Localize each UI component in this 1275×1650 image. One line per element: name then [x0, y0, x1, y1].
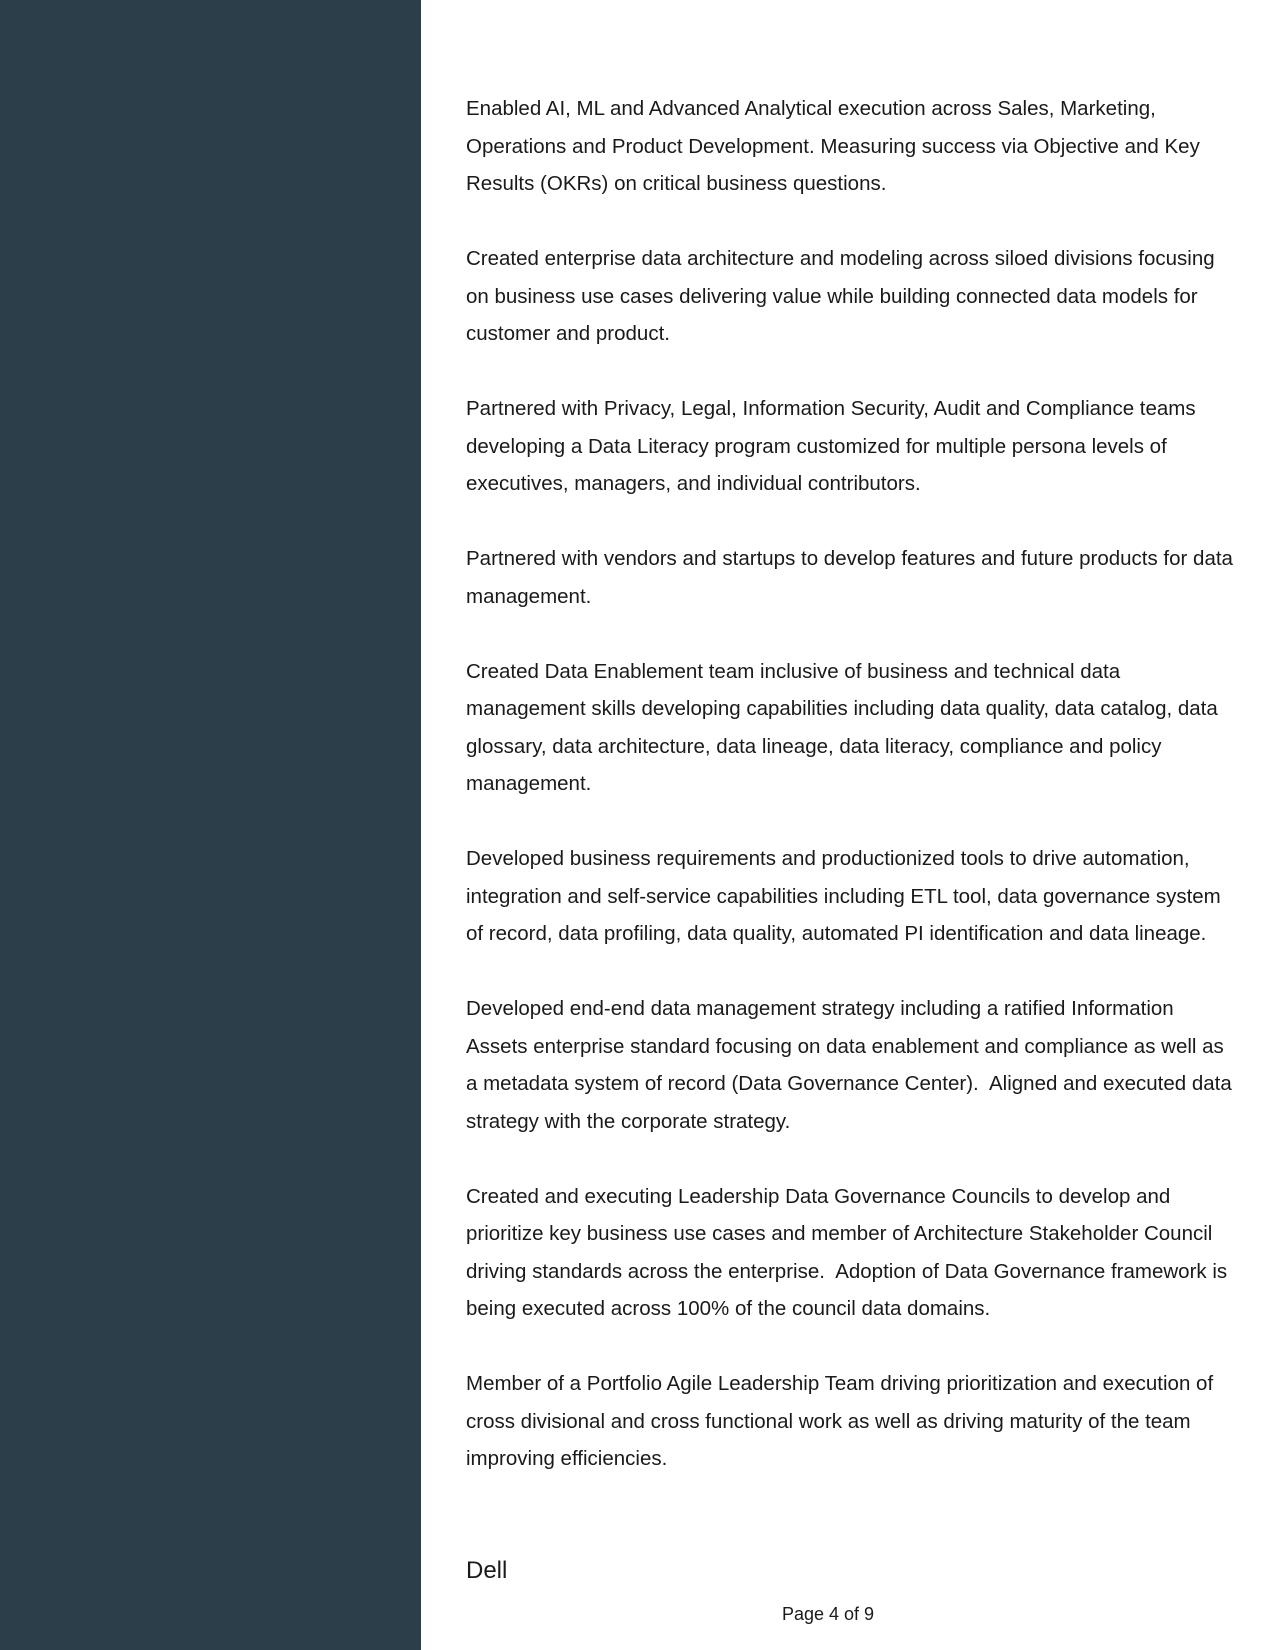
- sidebar-panel: [0, 0, 421, 1650]
- paragraph-data-architecture: Created enterprise data architecture and modeling across siloed divisions focusing on business use cases delivering value while building connected data models for customer and product.: [466, 247, 1221, 345]
- paragraph-agile-leadership: Member of a Portfolio Agile Leadership Team driving prioritization and execution of cross divisional and cross functional work as well as driving maturity of the team improving efficiencies.: [466, 1372, 1219, 1470]
- paragraph-vendors: Partnered with vendors and startups to develop features and future products for data management.: [466, 547, 1239, 608]
- paragraph-data-enablement: Created Data Enablement team inclusive of business and technical data management skills developing capabilities including data quality, data catalog, data glossary, data architecture, data lineage, data literacy, compliance and policy management.: [466, 659, 1224, 795]
- paragraph-okrs: Enabled AI, ML and Advanced Analytical execution across Sales, Marketing, Operations and Product Development. Measuring success via Objective and Key Results (OKRs) on critical business questions.: [466, 97, 1206, 195]
- paragraph-business-requirements: Developed business requirements and productionized tools to drive automation, integration and self-service capabilities including ETL tool, data governance system of record, data profiling, data quality, automated PI identification and data lineage.: [466, 847, 1227, 945]
- experience-body: [466, 90, 1239, 1515]
- company-name: Dell: [466, 1557, 508, 1584]
- page-footer: [421, 1602, 1275, 1626]
- page-number: Page 4 of 9: [781, 1604, 875, 1624]
- paragraph-data-literacy: Partnered with Privacy, Legal, Information Security, Audit and Compliance teams developing a Data Literacy program customized for multiple persona levels of executives, managers, and individual contributors.: [466, 397, 1202, 495]
- paragraph-governance-councils: Created and executing Leadership Data Governance Councils to develop and prioritize key business use cases and member of Architecture Stakeholder Council driving standards across the enterprise. Adoption of Data Governance framework is being executed across 100% of the council data domains.: [466, 1184, 1233, 1320]
- paragraph-data-strategy: Developed end-end data management strategy including a ratified Information Assets enterprise standard focusing on data enablement and compliance as well as a metadata system of record (Data Governance Center). Aligned and executed data strategy with the corporate strategy.: [466, 997, 1238, 1133]
